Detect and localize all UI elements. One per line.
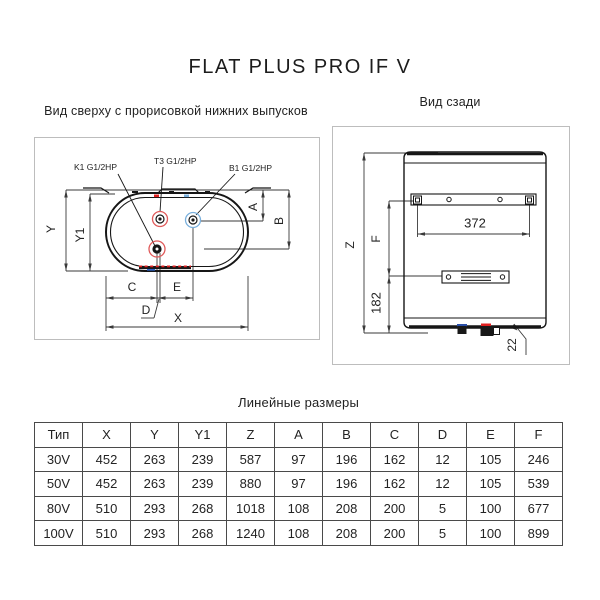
table-cell: 1018 — [227, 496, 275, 521]
dim-label-z: Z — [343, 241, 357, 249]
table-cell: 196 — [323, 447, 371, 472]
dim-leader-d — [154, 299, 159, 318]
port-label-k1: K1 G1/2HP — [74, 162, 117, 172]
table-cell: 12 — [419, 472, 467, 497]
left-wing — [83, 188, 109, 193]
bottom-outlet-strip — [139, 266, 191, 269]
table-row — [35, 472, 563, 497]
dim-label-22: 22 — [505, 338, 519, 352]
dim-label-a: A — [246, 202, 260, 212]
dim-label-y: Y — [44, 224, 58, 234]
rear-view-caption: Вид сзади — [419, 95, 481, 109]
table-cell: 239 — [179, 472, 227, 497]
table-cell: 510 — [83, 496, 131, 521]
table-cell: 510 — [83, 521, 131, 546]
page-title: FLAT PLUS PRO IF V — [188, 56, 412, 78]
port-t3 — [153, 212, 168, 227]
table-cell: 268 — [179, 521, 227, 546]
table-cell: 239 — [179, 447, 227, 472]
table-body — [35, 447, 563, 545]
table-cell: 100 — [467, 521, 515, 546]
dim-label-182: 182 — [368, 292, 384, 314]
port-b1 — [186, 213, 201, 228]
table-cell: 12 — [419, 447, 467, 472]
table-cell: 293 — [131, 496, 179, 521]
table-cell: 539 — [515, 472, 563, 497]
rear-view-drawing — [333, 127, 569, 364]
table-cell: 105 — [467, 447, 515, 472]
top-view-panel — [34, 137, 320, 340]
table-cell: 208 — [323, 496, 371, 521]
dim-label-f: F — [369, 235, 383, 243]
tank-outline-inner — [111, 198, 244, 267]
table-header-cell: Z — [227, 423, 275, 448]
port-label-t3: T3 G1/2HP — [154, 156, 197, 166]
dim-label-c: C — [127, 280, 137, 294]
dim-label-x: X — [173, 311, 183, 325]
table-cell: 80V — [35, 496, 83, 521]
dim-label-e: E — [172, 280, 182, 294]
table-header-row — [35, 423, 563, 448]
dim-label-y1: Y1 — [73, 227, 87, 243]
table-cell: 162 — [371, 472, 419, 497]
table-cell: 677 — [515, 496, 563, 521]
table-cell: 5 — [419, 521, 467, 546]
port-label-b1: B1 G1/2HP — [229, 163, 272, 173]
table-cell: 293 — [131, 521, 179, 546]
table-header-cell: Y — [131, 423, 179, 448]
table-cell: 452 — [83, 447, 131, 472]
dimensions-table — [34, 422, 563, 546]
table-cell: 108 — [275, 521, 323, 546]
table-cell: 208 — [323, 521, 371, 546]
mounting-bracket — [411, 194, 536, 205]
rear-view-panel — [332, 126, 570, 365]
table-cell: 880 — [227, 472, 275, 497]
table-header-cell: X — [83, 423, 131, 448]
table-cell: 100 — [467, 496, 515, 521]
cold-water-fitting — [457, 324, 467, 334]
table-cell: 200 — [371, 496, 419, 521]
table-cell: 587 — [227, 447, 275, 472]
table-cell: 30V — [35, 447, 83, 472]
leader-k1 — [118, 174, 155, 246]
table-cell: 162 — [371, 447, 419, 472]
table-cell: 50V — [35, 472, 83, 497]
dim-label-b: B — [272, 216, 286, 226]
table-header-cell: C — [371, 423, 419, 448]
tank-outline-outer — [106, 193, 248, 271]
blue-mark-top — [184, 195, 189, 198]
table-cell: 108 — [275, 496, 323, 521]
table-cell: 1240 — [227, 521, 275, 546]
table-cell: 5 — [419, 496, 467, 521]
table-header-cell: Y1 — [179, 423, 227, 448]
table-header-cell: A — [275, 423, 323, 448]
table-header-cell: D — [419, 423, 467, 448]
table-cell: 268 — [179, 496, 227, 521]
table-cell: 200 — [371, 521, 419, 546]
table-head — [35, 423, 563, 448]
table-header-cell: E — [467, 423, 515, 448]
table-cell: 263 — [131, 472, 179, 497]
dim-label-d: D — [141, 303, 151, 317]
dimensions-table-wrap — [34, 422, 563, 546]
table-cell: 196 — [323, 472, 371, 497]
table-cell: 97 — [275, 447, 323, 472]
table-row — [35, 521, 563, 546]
table-row — [35, 496, 563, 521]
table-cell: 263 — [131, 447, 179, 472]
table-caption: Линейные размеры — [237, 395, 360, 410]
table-row — [35, 447, 563, 472]
dim-label-372: 372 — [464, 215, 486, 231]
table-cell: 97 — [275, 472, 323, 497]
table-cell: 246 — [515, 447, 563, 472]
table-header-cell: B — [323, 423, 371, 448]
top-view-caption: Вид сверху с прорисовкой нижних выпусков — [44, 104, 308, 118]
table-cell: 899 — [515, 521, 563, 546]
table-cell: 100V — [35, 521, 83, 546]
right-wing — [245, 188, 271, 193]
red-mark-top — [154, 195, 159, 198]
table-header-cell: F — [515, 423, 563, 448]
table-cell: 105 — [467, 472, 515, 497]
table-cell: 452 — [83, 472, 131, 497]
table-header-cell: Тип — [35, 423, 83, 448]
